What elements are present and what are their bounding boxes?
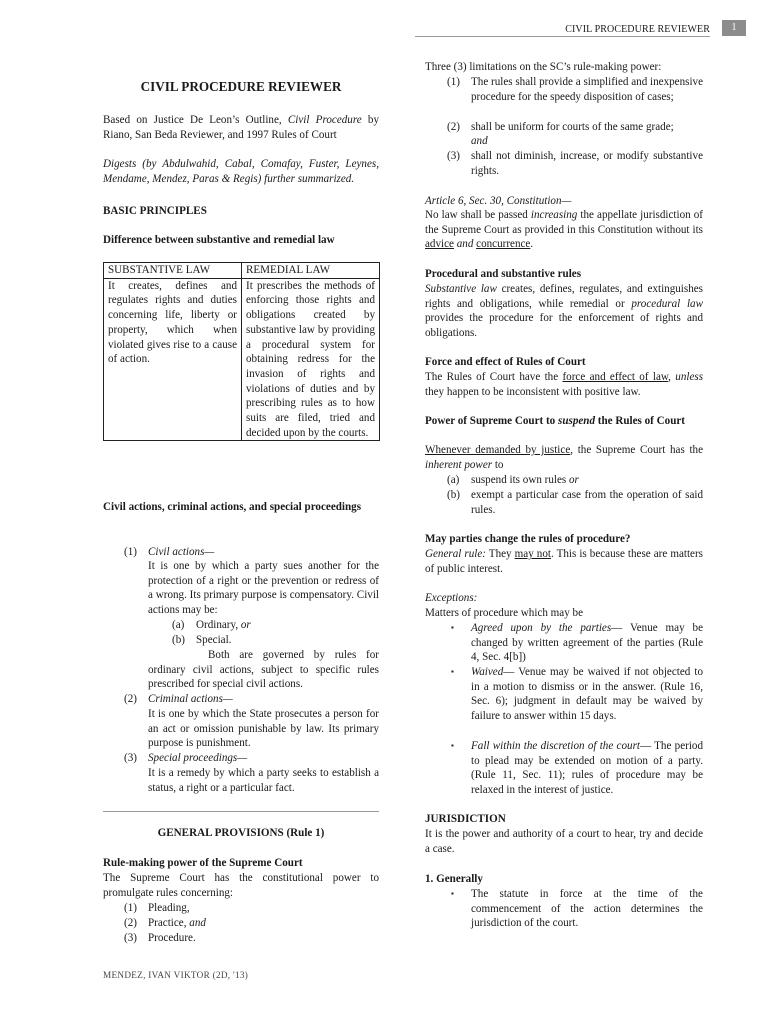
whenever-inherent: inherent power [425,458,493,471]
document-title: CIVIL PROCEDURE REVIEWER [140,79,342,94]
article-advice: advice [425,238,454,251]
power-heading [425,414,703,429]
bullet-icon: ▪ [451,889,454,898]
force-heading: Force and effect of Rules of Court [425,356,586,368]
general-provisions-heading: GENERAL PROVISIONS (Rule 1) [157,827,325,839]
may-not: may not [514,548,551,560]
jurisdiction-text: It is the power and authority of a court to hear, try and decide a case. [425,828,703,855]
rm-item-1-text: Pleading, [148,902,190,914]
rm-item-3-text: Procedure. [148,932,196,944]
lim3-num: (3) [447,150,460,162]
intro-text-end: by Riano, San Beda Reviewer, and 1997 Rules of Court [103,114,379,141]
civil-label: Civil actions— [148,546,215,558]
matters-text: Matters of procedure which may be [425,607,584,619]
may-general-rule: General rule: [425,548,486,560]
rm-item-2-and: and [189,917,206,929]
force-law: force and effect of law [562,371,669,383]
criminal-text: It is one by which the State prosecutes a person for an act or omission punishable by law. Its primary purpose is punishment. [148,708,379,750]
lim1-text: The rules shall provide a simplified and inexpensive procedure for the speedy disposition of cases; [471,76,703,103]
procedural-heading: Procedural and substantive rules [425,268,582,280]
exception-1-label: Agreed upon by the parties [471,622,612,634]
page-header [0,20,768,38]
bullet-icon: ▪ [451,741,454,750]
article-text-a: No law shall be passed [425,209,531,221]
force-text-e: they happen to be inconsistent with positive law. [425,385,641,398]
lim1-num: (1) [447,76,460,88]
section-divider [103,811,379,812]
generally-item-1: The statute in force at the time of the commencement of the action determines the jurisdiction of the court. [471,888,703,930]
susp-a-num: (a) [447,474,460,486]
header-rule [415,36,710,37]
civil-b-num: (b) [172,634,185,646]
rm-item-2-text: Practice, [148,917,190,929]
susp-a-or: or [569,474,579,486]
rm-item-3-num: (3) [124,932,137,944]
proc-text-b: creates, defines, regulates, and extinguishes rights and obligations, while remedial or [425,283,703,310]
susp-b-text: exempt a particular case from the operation of said rules. [471,489,703,516]
lim3-text: shall not diminish, increase, or modify substantive rights. [471,150,703,177]
exception-3-label: Fall within the discretion of the court [471,740,640,752]
article-and: and [453,238,477,251]
force-text [425,370,703,399]
footer-author: MENDEZ, IVAN VIKTOR (2D, '13) [103,970,249,980]
whenever-text-b: , the Supreme Court has the [570,444,703,456]
susp-a-text: suspend its own rules [471,474,569,486]
exception-1-text: — Venue may be changed by written agreement of the parties (Rule 4, Sec. 4[b]) [471,622,703,664]
actions-heading: Civil actions, criminal actions, and special proceedings [103,501,362,513]
exception-3 [471,739,703,798]
special-label: Special proceedings— [148,752,248,764]
proc-substantive: Substantive law [425,283,497,295]
rulemaking-heading: Rule-making power of the Supreme Court [103,857,303,869]
article-ref: Article 6, Sec. 30, Constitution— [425,195,572,207]
intro-book-title: Civil Procedure [287,114,362,126]
civil-a-text: Ordinary, [196,619,241,631]
civil-num: (1) [124,546,137,558]
jurisdiction-heading: JURISDICTION [425,813,506,825]
basic-principles-heading: BASIC PRINCIPLES [103,205,207,217]
article-concurrence: concurrence [476,238,531,251]
intro-text: Based on Justice De Leon’s Outline, [103,114,288,126]
generally-heading: 1. Generally [425,873,483,885]
civil-a [196,618,251,633]
procedural-text [425,282,703,341]
lim2-text: shall be uniform for courts of the same grade; [471,121,674,133]
force-comma: , [668,371,676,383]
whenever-justice: Whenever demanded by justice [425,444,571,456]
power-text-c: the Rules of Court [595,415,685,427]
substantive-cell: It creates, defines and regulates rights and duties concerning life, liberty or property, which when violated gives rise to a cause of action. [104,278,242,441]
may-heading: May parties change the rules of procedure? [425,533,631,545]
power-suspend: suspend [558,415,596,427]
may-text [425,547,703,576]
whenever-text [425,443,703,472]
header-title: CIVIL PROCEDURE REVIEWER [565,24,710,35]
page-number: 1 [722,20,746,36]
exception-2-text: — Venue may be waived if not objected to in a motion to dismiss or in the answer. (Rule 16, Sec. 6); judgment in default may be waived by failure to answer within 15 days. [471,666,703,723]
susp-b-num: (b) [447,489,460,501]
exception-2 [471,665,703,724]
rm-item-2-num: (2) [124,917,137,929]
exception-1 [471,621,703,665]
civil-a-num: (a) [172,619,185,631]
table-row [104,278,380,441]
criminal-num: (2) [124,693,137,705]
susp-a [471,473,579,488]
bullet-icon: ▪ [451,623,454,632]
special-num: (3) [124,752,137,764]
article-text [425,208,703,252]
civil-text: It is one by which a party sues another for the protection of a right or the prevention or redress of a wrong. Its primary purpose is compensatory. Civil actions may be: [148,560,379,617]
article-period: . [530,238,534,251]
civil-a-or: or [240,619,251,631]
force-text-a: The Rules of Court have the [425,371,563,383]
digests-paragraph: Digests (by Abdulwahid, Cabal, Comafay, Fuster, Leynes, Mendame, Mendez, Paras & Regis) further summarized. [103,158,379,185]
rm-item-2 [148,916,206,931]
proc-text-d: provides the procedure for the enforcement of rights and obligations. [425,312,703,340]
may-text-b: They [485,548,515,560]
table-header-remedial: REMEDIAL LAW [242,263,380,279]
article-text-c: the appellate jurisdiction of the Supreme Court as provided in this Constitution without its [425,209,703,236]
proc-procedural: procedural law [631,297,703,310]
lim2-num: (2) [447,121,460,133]
comparison-table [103,262,380,441]
power-text-a: Power of Supreme Court to [425,415,559,427]
may-text-d: . This is because these are matters of public interest. [425,548,703,575]
criminal-label: Criminal actions— [148,693,233,705]
lim2-and: and [471,135,488,147]
remedial-cell: It prescribes the methods of enforcing those rights and obligations created by substantive law by providing a procedural system for obtaining redress for the invasion of rights and violations of duties and by prescribing rules as to how suits are filed, tried and decided upon by the courts. [242,278,380,441]
civil-governed: Both are governed by rules for ordinary civil actions, subject to specific rules prescribed for special civil actions. [148,649,379,691]
exceptions-label: Exceptions: [425,592,478,604]
rm-item-1-num: (1) [124,902,137,914]
rulemaking-text: The Supreme Court has the constitutional power to promulgate rules concerning: [103,872,379,899]
difference-heading: Difference between substantive and remedial law [103,234,335,246]
article-increasing: increasing [530,209,578,221]
special-text: It is a remedy by which a party seeks to establish a status, a right or a particular fact. [148,767,379,794]
intro-paragraph [103,113,379,142]
limitations-intro: Three (3) limitations on the SC’s rule-making power: [425,61,662,73]
exception-3-text: — The period to plead may be extended on motion of a party. (Rule 11, Sec. 11); rules of procedure may be relaxed in the interest of justice. [471,740,703,797]
table-header-substantive: SUBSTANTIVE LAW [104,263,242,279]
exception-2-label: Waived [471,666,504,678]
civil-b-text: Special. [196,634,232,646]
whenever-to: to [492,458,504,471]
bullet-icon: ▪ [451,667,454,676]
force-unless: unless [675,371,704,383]
table-header-row [104,263,380,279]
